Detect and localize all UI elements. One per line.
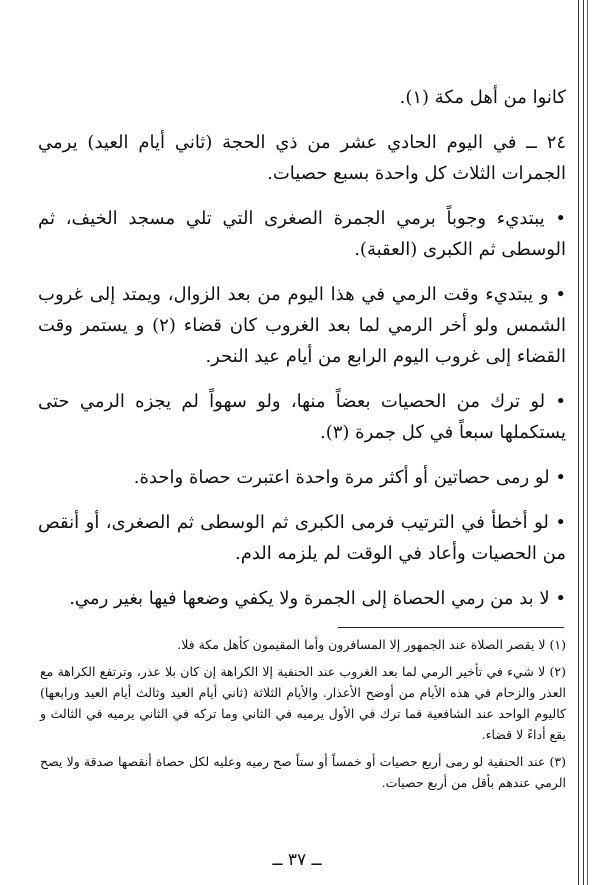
- page-number: ــ ٣٧ ــ: [272, 850, 322, 870]
- footnote-separator: [338, 627, 564, 628]
- paragraph: • و يبتديء وقت الرمي في هذا اليوم من بعد الزوال، ويمتد إلى غروب الشمس ولو أخر الرمي لما بعد الغروب كان قضاء (٢) و يستمر وقت القضاء إلى غروب اليوم الرابع من أيام عيد النحر.: [38, 284, 566, 367]
- page-edge-line: [583, 0, 584, 885]
- footnote: (٣) عند الحنفية لو رمى أربع حصيات أو خمساً أو ستاً صح رميه وعليه لكل حصاة أنقصها صدقة ولا يصح الرمي عندهم بأقل من أربع حصيات.: [40, 754, 566, 790]
- paragraph: • لا بد من رمي الحصاة إلى الجمرة ولا يكفي وضعها فيها بغير رمي.: [69, 588, 566, 609]
- footnote: (١) لا يقصر الصلاة عند الجمهور إلا المسافرون وأما المقيمون كأهل مكة فلا.: [177, 637, 566, 652]
- page-edge-line: [587, 0, 588, 885]
- footnote: (٢) لا شيء في تأخير الرمي لما بعد الغروب عند الحنفية إلا الكراهة إن كان بلا عذر، وترتفع الكراهة مع العذر والزحام في هذه الأيام من أوضح الأعذار. والأيام الثلاثة (ثاني أيام العيد وثالث أيام العيد ورابعها) كاليوم الواحد عند الشافعية فما ترك في الأول يرميه في الثاني وما تركه في الثاني يرميه في الثالث و يقع أداءً لا قضاء.: [40, 664, 566, 742]
- paragraph: • يبتديء وجوباً برمي الجمرة الصغرى التي تلي مسجد الخيف، ثم الوسطى ثم الكبرى (العقبة).: [38, 208, 566, 260]
- main-text: [38, 82, 566, 628]
- paragraph: ٢٤ ــ في اليوم الحادي عشر من ذي الحجة (ثاني أيام العيد) يرمي الجمرات الثلاث كل واحدة بسبع حصيات.: [38, 132, 566, 184]
- paragraph: • لو أخطأ في الترتيب فرمى الكبرى ثم الوسطى ثم الصغرى، أو أنقص من الحصيات وأعاد في الوقت لم يلزمه الدم.: [38, 512, 566, 564]
- page-edge-line: [578, 0, 579, 885]
- paragraph: كانوا من أهل مكة (١).: [399, 87, 566, 108]
- paragraph: • لو رمى حصاتين أو أكثر مرة واحدة اعتبرت حصاة واحدة.: [133, 467, 566, 488]
- paragraph: • لو ترك من الحصيات بعضاً منها، ولو سهواً لم يجزه الرمي حتى يستكملها سبعاً في كل جمرة (٣).: [38, 391, 566, 443]
- footnotes: [40, 634, 566, 799]
